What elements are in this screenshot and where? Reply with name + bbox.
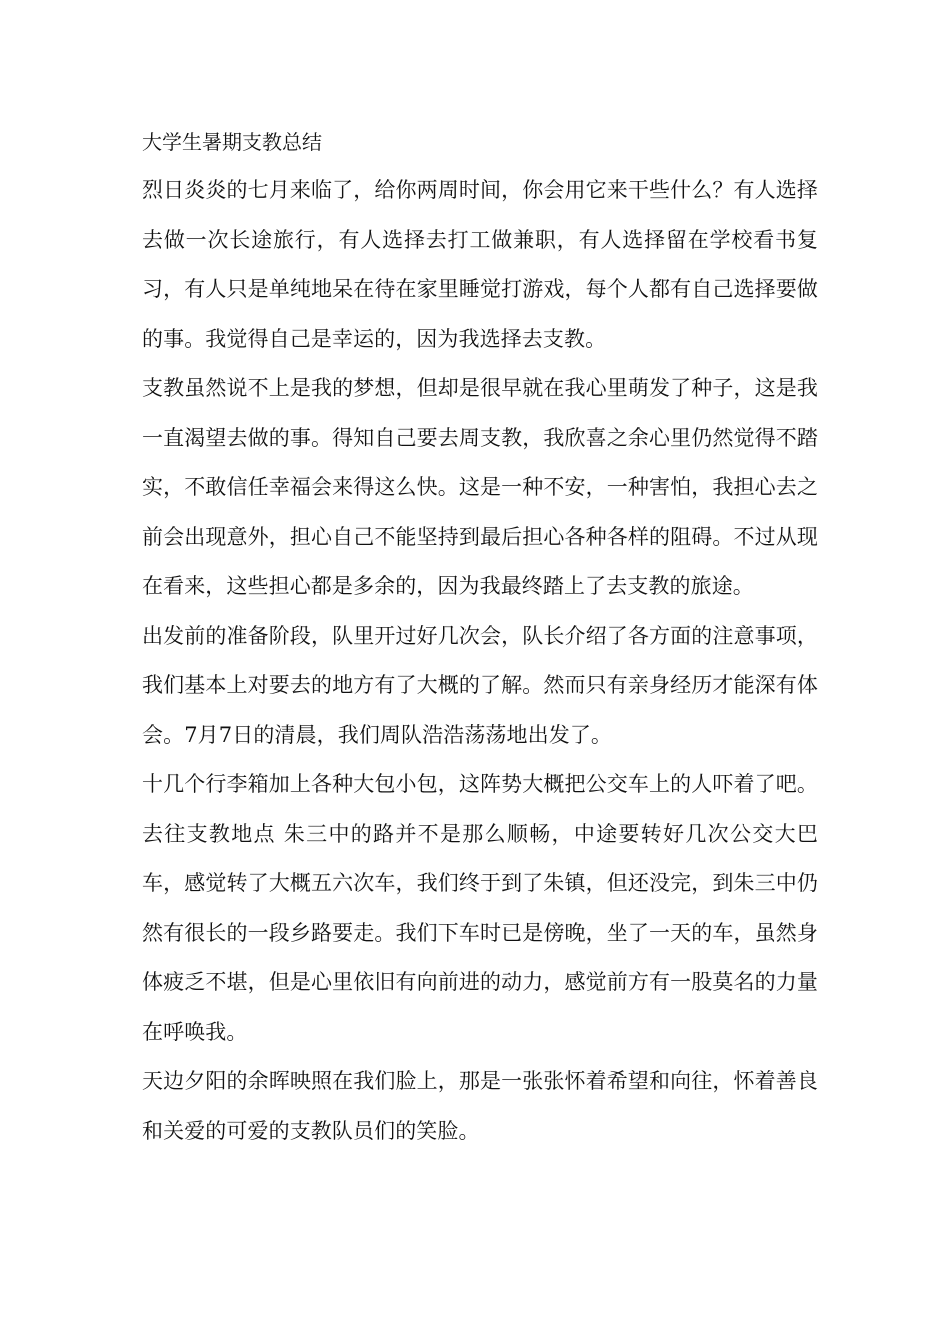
paragraph-5: 天边夕阳的余晖映照在我们脸上，那是一张张怀着希望和向往，怀着善良和关爱的可爱的支教队员们的笑脸。 bbox=[142, 1069, 818, 1143]
document-title: 大学生暑期支教总结 bbox=[142, 130, 322, 154]
document-body bbox=[142, 118, 818, 1156]
paragraph-3: 出发前的准备阶段，队里开过好几次会，队长介绍了各方面的注意事项，我们基本上对要去的地方有了大概的了解。然而只有亲身经历才能深有体会。7月7日的清晨，我们周队浩浩荡荡地出发了。 bbox=[142, 623, 818, 747]
paragraph-4: 十几个行李箱加上各种大包小包，这阵势大概把公交车上的人吓着了吧。去往支教地点 朱三中的路并不是那么顺畅，中途要转好几次公交大巴车，感觉转了大概五六次车，我们终于到了朱镇，但还没完，到朱三中仍然有很长的一段乡路要走。我们下车时已是傍晚，坐了一天的车，虽然身体疲乏不堪，但是心里依旧有向前进的动力，感觉前方有一股莫名的力量在呼唤我。 bbox=[142, 772, 818, 1044]
paragraph-1: 烈日炎炎的七月来临了，给你两周时间，你会用它来干些什么？有人选择去做一次长途旅行，有人选择去打工做兼职，有人选择留在学校看书复习，有人只是单纯地呆在待在家里睡觉打游戏，每个人都有自己选择要做的事。我觉得自己是幸运的，因为我选择去支教。 bbox=[142, 178, 818, 351]
paragraph-2: 支教虽然说不上是我的梦想，但却是很早就在我心里萌发了种子，这是我一直渴望去做的事。得知自己要去周支教，我欣喜之余心里仍然觉得不踏实，不敢信任幸福会来得这么快。这是一种不安，一种害怕，我担心去之前会出现意外，担心自己不能坚持到最后担心各种各样的阻碍。不过从现在看来，这些担心都是多余的，因为我最终踏上了去支教的旅途。 bbox=[142, 376, 818, 598]
